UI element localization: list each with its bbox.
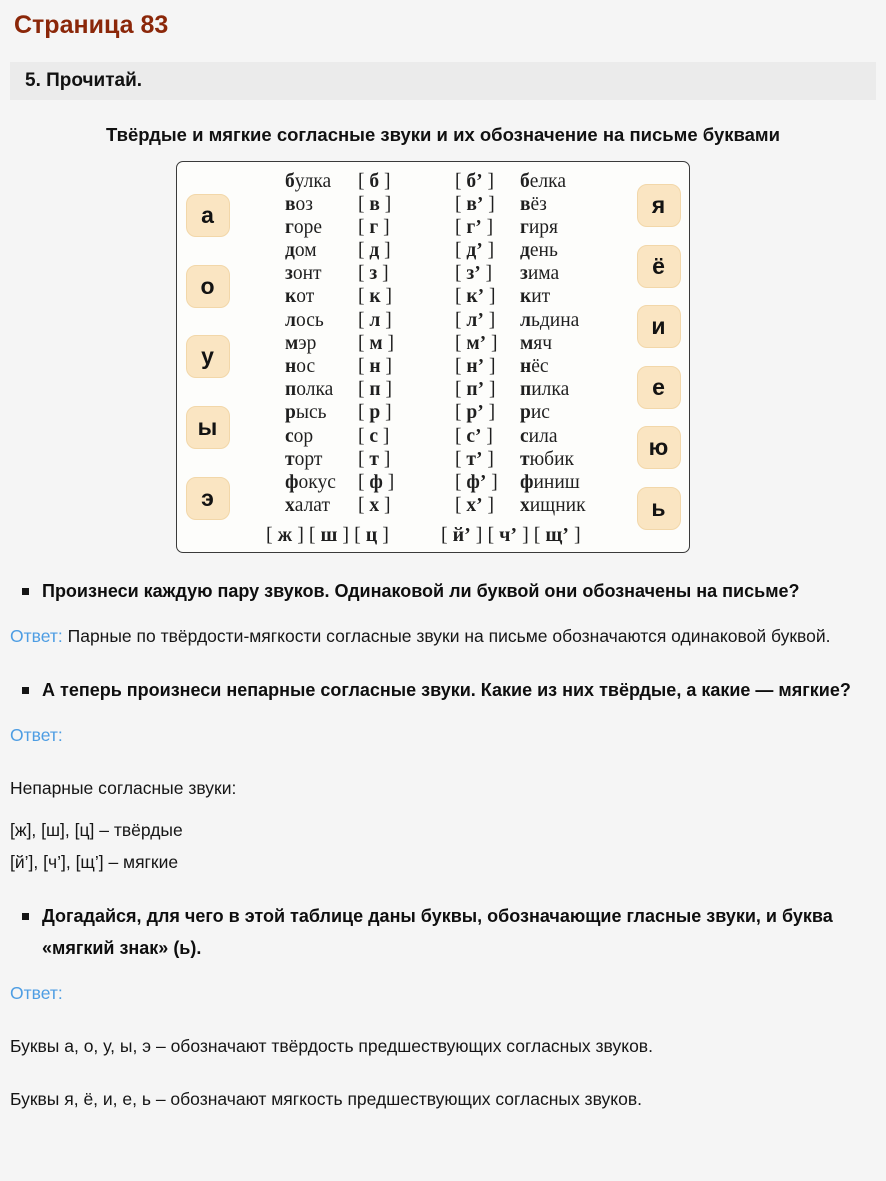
exercise-label: 5. Прочитай.: [25, 69, 143, 91]
hard-sound: [ н ]: [358, 356, 392, 377]
unpaired-hard-line: [ж], [ш], [ц] – твёрдые: [10, 819, 183, 840]
soft-sound: [ т’ ]: [455, 448, 494, 470]
soft-word: сила: [520, 425, 558, 447]
vowel-tile-ё: ё: [637, 245, 681, 288]
soft-sound: [ р’ ]: [455, 402, 496, 424]
vowel-tile-у: у: [186, 335, 230, 378]
soft-word: финиш: [520, 471, 580, 493]
hard-sound: [ к ]: [358, 286, 392, 308]
soft-sound: [ з’ ]: [455, 263, 493, 285]
hard-word: дом: [285, 240, 317, 262]
soft-word: нёс: [520, 356, 549, 377]
left-vowels-column: [185, 167, 230, 548]
soft-word: день: [520, 240, 558, 262]
hard-sound: [ л ]: [358, 309, 392, 331]
hard-sound: [ д ]: [358, 240, 391, 262]
soft-sound: [ к’ ]: [455, 286, 496, 308]
hard-word: лось: [285, 309, 324, 331]
vowel-tile-и: и: [637, 305, 681, 348]
soft-sound: [ м’ ]: [455, 332, 498, 354]
table-row: [230, 286, 586, 309]
question-item-1: [12, 575, 876, 607]
soft-sound: [ л’ ]: [455, 309, 496, 331]
unpaired-title: Непарные согласные звуки:: [10, 777, 237, 798]
answer-label: Ответ:: [10, 625, 63, 646]
hard-sound: [ с ]: [358, 425, 390, 447]
right-vowels-column: [636, 167, 681, 548]
vowel-tile-ю: ю: [637, 426, 681, 469]
consonants-table: [176, 161, 690, 553]
soft-sound: [ ф’ ]: [455, 471, 498, 493]
hard-word: булка: [285, 170, 332, 192]
soft-sound: [ д’ ]: [455, 240, 495, 262]
soft-sound: [ с’ ]: [455, 425, 493, 447]
soft-word: кит: [520, 286, 551, 308]
answer-paragraph-2: [10, 719, 860, 751]
soft-word: вёз: [520, 193, 547, 215]
hard-word: кот: [285, 286, 315, 308]
conclusion-2: Буквы я, ё, и, е, ь – обозначают мягкость предшествующих согласных звуков.: [10, 1088, 642, 1109]
hard-sound: [ р ]: [358, 402, 392, 424]
vowel-tile-е: е: [637, 366, 681, 409]
table-row: [230, 263, 586, 286]
hard-sound: [ з ]: [358, 263, 389, 285]
unpaired-row: [230, 524, 586, 547]
soft-sound: [ б’ ]: [455, 170, 494, 192]
table-row: [230, 379, 586, 402]
bullet-icon: [22, 913, 29, 920]
soft-word: пилка: [520, 379, 570, 401]
soft-word: мяч: [520, 332, 553, 354]
bullet-icon: [22, 687, 29, 694]
hard-word: сор: [285, 425, 314, 447]
question-item-2: [12, 674, 876, 706]
hard-word: торт: [285, 448, 323, 470]
answer-label: Ответ:: [10, 724, 63, 745]
hard-sound: [ г ]: [358, 216, 390, 238]
soft-sound: [ н’ ]: [455, 356, 496, 377]
table-row: [230, 495, 586, 518]
hard-word: халат: [285, 495, 330, 517]
question-text: Произнеси каждую пару звуков. Одинаковой ли буквой они обозначены на письме?: [42, 580, 800, 601]
page: [0, 12, 886, 1145]
table-row: [230, 333, 586, 356]
vowel-tile-о: о: [186, 265, 230, 308]
soft-sound: [ х’ ]: [455, 495, 494, 517]
hard-word: фокус: [285, 471, 336, 493]
soft-word: льдина: [520, 309, 580, 331]
hard-word: нос: [285, 356, 316, 377]
answer-paragraph-1: [10, 620, 860, 652]
soft-sound: [ п’ ]: [455, 379, 496, 401]
hard-sound: [ ф ]: [358, 471, 395, 493]
table-row: [230, 194, 586, 217]
soft-sound: [ г’ ]: [455, 216, 494, 238]
table-row: [230, 449, 586, 472]
soft-sound: [ в’ ]: [455, 193, 495, 215]
soft-word: рис: [520, 402, 550, 424]
table-title: Твёрдые и мягкие согласные звуки и их обозначение на письме буквами: [106, 123, 780, 145]
unpaired-soft-line: [й’], [ч’], [щ’] – мягкие: [10, 851, 179, 872]
vowel-tile-а: а: [186, 194, 230, 237]
hard-word: мэр: [285, 332, 317, 354]
hard-sound: [ б ]: [358, 170, 391, 192]
unpaired-hard-group: [ ж ] [ ш ] [ ц ]: [266, 524, 389, 547]
answer-paragraph-3: [10, 977, 860, 1009]
conclusion-1: Буквы а, о, у, ы, э – обозначают твёрдость предшествующих согласных звуков.: [10, 1035, 653, 1056]
hard-word: полка: [285, 379, 334, 401]
table-row: [230, 240, 586, 263]
vowel-tile-ы: ы: [186, 406, 230, 449]
soft-word: белка: [520, 170, 566, 192]
bullet-icon: [22, 588, 29, 595]
hard-sound: [ х ]: [358, 495, 391, 517]
soft-word: зима: [520, 263, 560, 285]
hard-word: горе: [285, 216, 323, 238]
vowel-tile-ь: ь: [637, 487, 681, 530]
table-row: [230, 310, 586, 333]
table-row: [230, 426, 586, 449]
hard-word: рысь: [285, 402, 327, 424]
hard-word: зонт: [285, 263, 322, 285]
table-row: [230, 217, 586, 240]
hard-word: воз: [285, 193, 313, 215]
unpaired-lines: [10, 814, 876, 878]
page-title: Страница 83: [14, 11, 169, 39]
unpaired-soft-group: [ й’ ] [ ч’ ] [ щ’ ]: [440, 524, 581, 547]
soft-word: тюбик: [520, 448, 574, 470]
hard-sound: [ м ]: [358, 332, 395, 354]
vowel-tile-э: э: [186, 477, 230, 520]
answer-text: Парные по твёрдости-мягкости согласные звуки на письме обозначаются одинаковой буквой.: [67, 625, 831, 646]
table-rows-column: [230, 167, 586, 548]
question-text: Догадайся, для чего в этой таблице даны буквы, обозначающие гласные звуки, и буква «мягкий знак» (ь).: [42, 905, 833, 958]
table-row: [230, 171, 586, 194]
hard-sound: [ т ]: [358, 448, 391, 470]
vowel-tile-я: я: [637, 184, 681, 227]
table-row: [230, 402, 586, 425]
table-row: [230, 472, 586, 495]
question-text: А теперь произнеси непарные согласные звуки. Какие из них твёрдые, а какие — мягкие?: [42, 679, 851, 700]
question-item-3: [12, 900, 876, 964]
table-row: [230, 356, 586, 379]
hard-sound: [ в ]: [358, 193, 392, 215]
soft-word: гиря: [520, 216, 559, 238]
soft-word: хищник: [520, 495, 586, 517]
answer-label: Ответ:: [10, 982, 63, 1003]
hard-sound: [ п ]: [358, 379, 392, 401]
exercise-header: [10, 62, 876, 100]
